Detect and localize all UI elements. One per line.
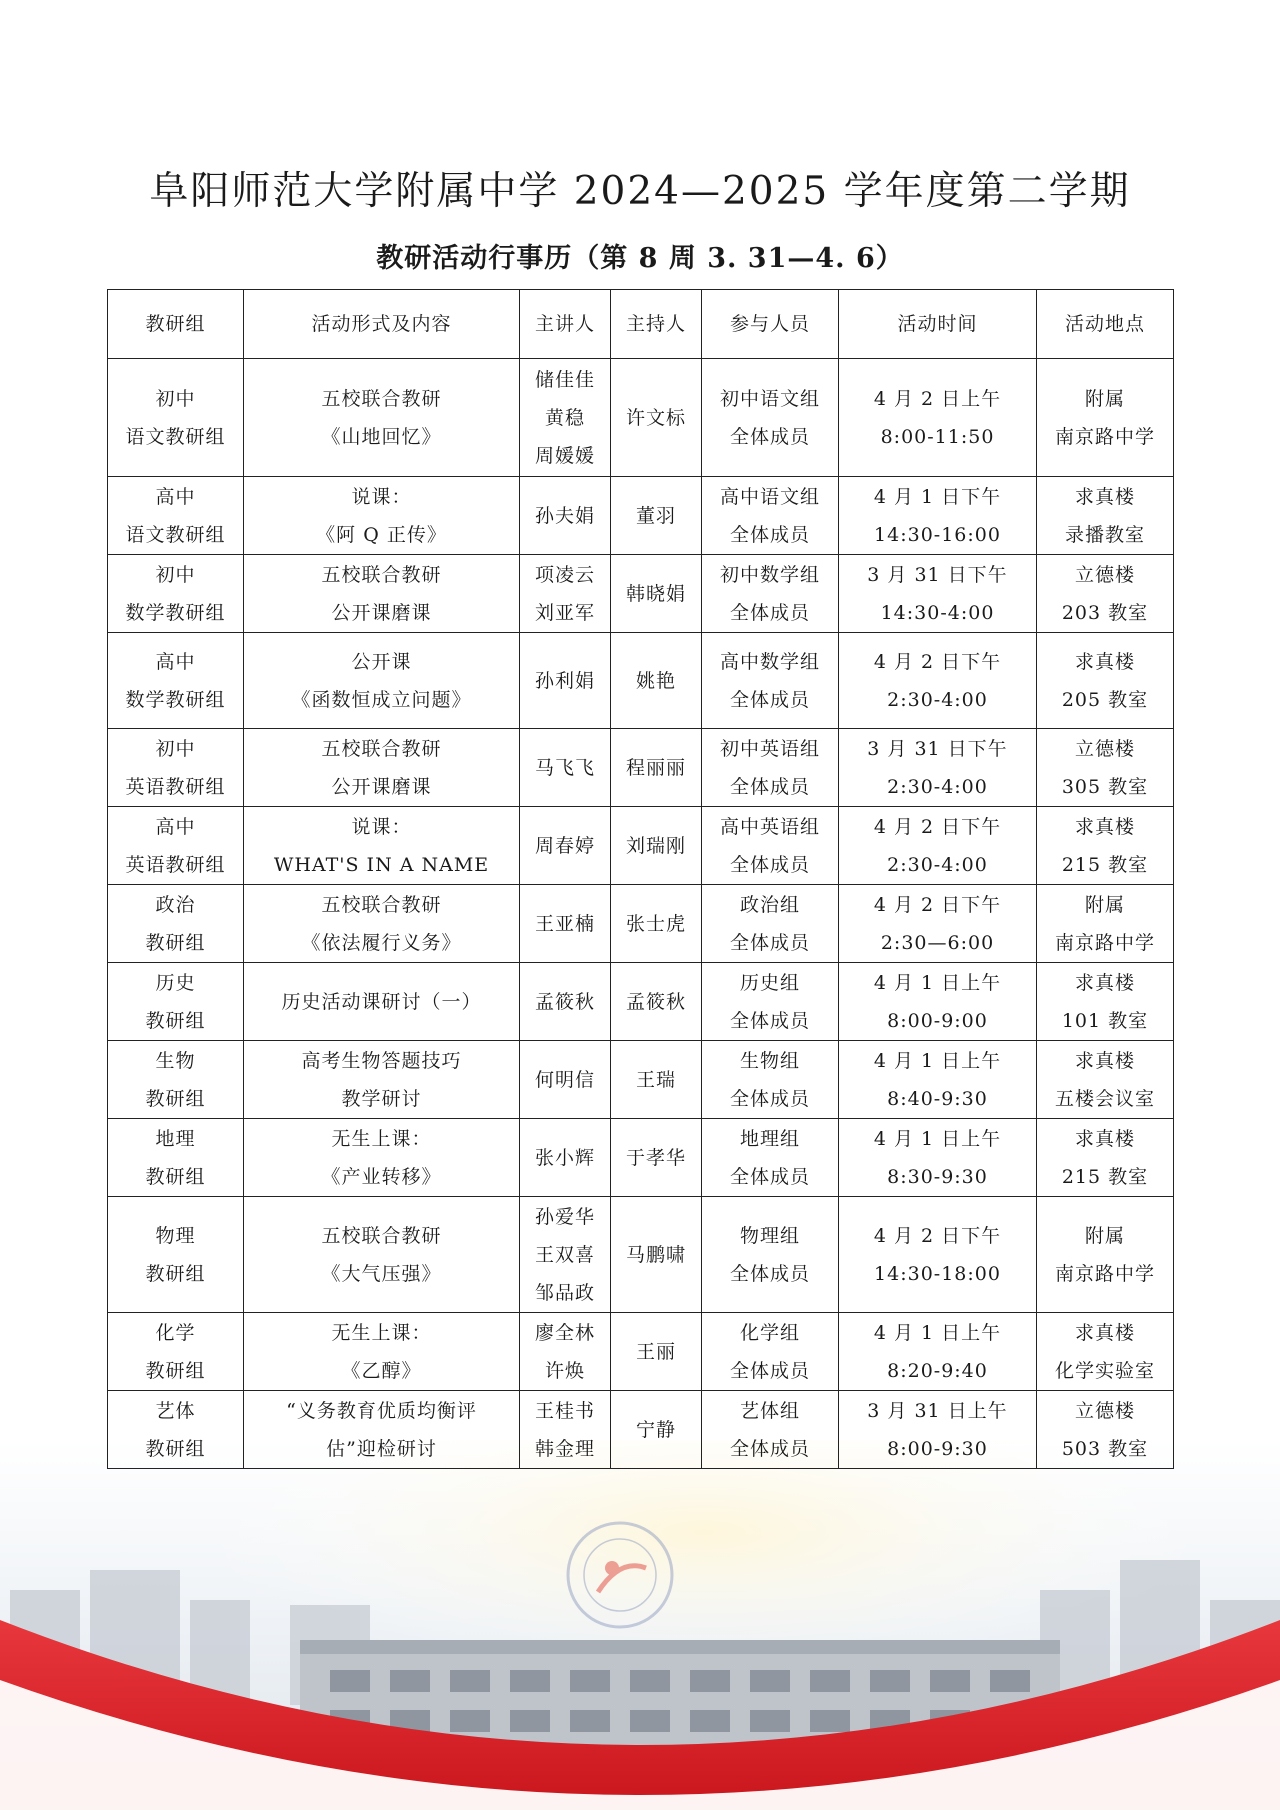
cell-host: [611, 1041, 702, 1119]
cell-content-line: 说课：: [351, 485, 412, 508]
cell-content: [244, 1119, 520, 1197]
cell-content-line: 《山地回忆》: [321, 425, 442, 448]
cell-group-line: 英语教研组: [125, 853, 226, 876]
cell-place: [1037, 1313, 1174, 1391]
cell-place-line: 南京路中学: [1054, 425, 1155, 448]
table-row: [108, 359, 1174, 477]
cell-group-line: 初中: [155, 737, 196, 760]
cell-content-line: 说课：: [351, 815, 412, 838]
cell-host: [611, 807, 702, 885]
cell-group: [108, 729, 244, 807]
cell-group-line: 教研组: [145, 931, 206, 954]
cell-participants-line: 全体成员: [729, 523, 810, 546]
cell-participants-line: 高中英语组: [719, 815, 820, 838]
cell-speaker-line: 许焕: [544, 1359, 585, 1382]
cell-content-line: 历史活动课研讨（一）: [281, 990, 482, 1013]
cell-place: [1037, 555, 1174, 633]
cell-place: [1037, 885, 1174, 963]
cell-content-line: 公开课: [351, 650, 412, 673]
cell-place-line: 立德楼: [1074, 737, 1135, 760]
cell-content-line: 五校联合教研: [321, 893, 442, 916]
cell-group: [108, 359, 244, 477]
cell-host: [611, 1119, 702, 1197]
cell-speaker-line: 项凌云: [534, 563, 595, 586]
cell-time: [839, 1041, 1037, 1119]
cell-participants-line: 全体成员: [729, 601, 810, 624]
cell-time: [839, 1197, 1037, 1313]
cell-participants-line: 历史组: [739, 971, 800, 994]
header-content: 活动形式及内容: [244, 290, 520, 359]
cell-time: [839, 807, 1037, 885]
cell-group: [108, 1119, 244, 1197]
cell-group-line: 地理: [155, 1127, 196, 1150]
cell-time-line: 8:00-9:30: [887, 1437, 988, 1460]
cell-place-line: 化学实验室: [1054, 1359, 1155, 1382]
cell-place-line: 立德楼: [1074, 1399, 1135, 1422]
cell-host-line: 王丽: [635, 1340, 676, 1363]
cell-speaker: [520, 555, 611, 633]
table-row: [108, 1119, 1174, 1197]
cell-content-line: “义务教育优质均衡评: [286, 1399, 477, 1422]
cell-speaker-line: 何明信: [534, 1068, 595, 1091]
cell-participants-line: 物理组: [739, 1224, 800, 1247]
cell-speaker: [520, 1119, 611, 1197]
cell-content: [244, 477, 520, 555]
cell-content-line: 《乙醇》: [341, 1359, 422, 1382]
cell-group-line: 语文教研组: [125, 523, 226, 546]
cell-participants-line: 政治组: [739, 893, 800, 916]
cell-group: [108, 555, 244, 633]
cell-host-line: 许文标: [625, 406, 686, 429]
cell-time-line: 4 月 1 日下午: [873, 485, 1002, 508]
cell-place: [1037, 1119, 1174, 1197]
cell-speaker: [520, 1041, 611, 1119]
cell-time-line: 2:30—6:00: [880, 931, 995, 954]
cell-speaker: [520, 885, 611, 963]
table-row: [108, 885, 1174, 963]
cell-time: [839, 555, 1037, 633]
cell-time: [839, 1313, 1037, 1391]
cell-place: [1037, 477, 1174, 555]
header-time: 活动时间: [839, 290, 1037, 359]
cell-group-line: 政治: [155, 893, 196, 916]
table-body: [108, 359, 1174, 1469]
cell-group: [108, 807, 244, 885]
cell-content-line: 估”迎检研讨: [326, 1437, 437, 1460]
cell-place: [1037, 729, 1174, 807]
cell-speaker-line: 王桂书: [534, 1399, 595, 1422]
cell-host-line: 董羽: [635, 504, 676, 527]
cell-time-line: 2:30-4:00: [887, 688, 988, 711]
cell-group: [108, 1197, 244, 1313]
cell-participants-line: 地理组: [739, 1127, 800, 1150]
cell-content-line: 《函数恒成立问题》: [291, 688, 472, 711]
cell-participants: [702, 807, 839, 885]
cell-time-line: 4 月 2 日下午: [873, 1224, 1002, 1247]
cell-content-line: 公开课磨课: [331, 601, 432, 624]
cell-host-line: 程丽丽: [625, 756, 686, 779]
cell-group: [108, 1391, 244, 1469]
cell-content: [244, 1197, 520, 1313]
cell-participants-line: 高中数学组: [719, 650, 820, 673]
cell-place-line: 215 教室: [1061, 853, 1149, 876]
table-row: [108, 1391, 1174, 1469]
cell-time-line: 4 月 1 日上午: [873, 1049, 1002, 1072]
cell-participants-line: 全体成员: [729, 1009, 810, 1032]
cell-content-line: 五校联合教研: [321, 737, 442, 760]
cell-content: [244, 1041, 520, 1119]
cell-content-line: 《依法履行义务》: [301, 931, 462, 954]
cell-group-line: 教研组: [145, 1087, 206, 1110]
cell-host-line: 姚艳: [635, 669, 676, 692]
cell-speaker-line: 孙夫娟: [534, 504, 595, 527]
cell-place-line: 附属: [1084, 1224, 1125, 1247]
cell-participants-line: 全体成员: [729, 425, 810, 448]
cell-participants-line: 全体成员: [729, 931, 810, 954]
cell-time-line: 4 月 2 日上午: [873, 387, 1002, 410]
cell-group: [108, 633, 244, 729]
cell-participants: [702, 1041, 839, 1119]
cell-host: [611, 359, 702, 477]
cell-content-line: 无生上课：: [331, 1127, 432, 1150]
cell-participants-line: 初中英语组: [719, 737, 820, 760]
cell-participants: [702, 1391, 839, 1469]
cell-group-line: 教研组: [145, 1009, 206, 1032]
cell-place-line: 求真楼: [1074, 971, 1135, 994]
cell-host-line: 于孝华: [625, 1146, 686, 1169]
cell-time-line: 4 月 2 日下午: [873, 815, 1002, 838]
table-row: [108, 963, 1174, 1041]
cell-participants: [702, 633, 839, 729]
cell-host-line: 韩晓娟: [625, 582, 686, 605]
cell-content: [244, 555, 520, 633]
table-row: [108, 633, 1174, 729]
cell-time-line: 8:30-9:30: [887, 1165, 988, 1188]
cell-group-line: 化学: [155, 1321, 196, 1344]
cell-host: [611, 1197, 702, 1313]
cell-group-line: 初中: [155, 563, 196, 586]
cell-place-line: 305 教室: [1061, 775, 1149, 798]
cell-host: [611, 885, 702, 963]
cell-participants-line: 生物组: [739, 1049, 800, 1072]
cell-place: [1037, 1041, 1174, 1119]
cell-participants-line: 全体成员: [729, 1437, 810, 1460]
cell-time: [839, 633, 1037, 729]
cell-time-line: 2:30-4:00: [887, 775, 988, 798]
cell-place-line: 求真楼: [1074, 1321, 1135, 1344]
cell-speaker-line: 黄稳: [544, 406, 585, 429]
cell-place-line: 215 教室: [1061, 1165, 1149, 1188]
cell-time-line: 3 月 31 日下午: [867, 737, 1008, 760]
cell-time: [839, 1391, 1037, 1469]
cell-place-line: 205 教室: [1061, 688, 1149, 711]
cell-host: [611, 963, 702, 1041]
cell-time-line: 8:20-9:40: [887, 1359, 988, 1382]
cell-place-line: 南京路中学: [1054, 931, 1155, 954]
cell-speaker-line: 马飞飞: [534, 756, 595, 779]
cell-place-line: 203 教室: [1061, 601, 1149, 624]
cell-group-line: 高中: [155, 650, 196, 673]
cell-speaker: [520, 1197, 611, 1313]
cell-host: [611, 1391, 702, 1469]
cell-speaker: [520, 807, 611, 885]
cell-host: [611, 555, 702, 633]
cell-host-line: 王瑞: [635, 1068, 676, 1091]
header-participants: 参与人员: [702, 290, 839, 359]
cell-participants-line: 全体成员: [729, 1262, 810, 1285]
cell-speaker: [520, 633, 611, 729]
table-row: [108, 807, 1174, 885]
cell-place-line: 101 教室: [1061, 1009, 1149, 1032]
cell-time-line: 4 月 1 日上午: [873, 971, 1002, 994]
cell-time: [839, 1119, 1037, 1197]
cell-speaker-line: 韩金理: [534, 1437, 595, 1460]
cell-content: [244, 963, 520, 1041]
cell-place-line: 五楼会议室: [1054, 1087, 1155, 1110]
schedule-table: [107, 289, 1174, 1469]
cell-speaker: [520, 1313, 611, 1391]
cell-speaker-line: 王亚楠: [534, 912, 595, 935]
cell-group: [108, 1313, 244, 1391]
cell-content: [244, 359, 520, 477]
cell-place-line: 附属: [1084, 387, 1125, 410]
cell-speaker-line: 孙爱华: [534, 1205, 595, 1228]
cell-group-line: 教研组: [145, 1262, 206, 1285]
cell-group-line: 语文教研组: [125, 425, 226, 448]
cell-content: [244, 729, 520, 807]
cell-speaker: [520, 1391, 611, 1469]
header-speaker: 主讲人: [520, 290, 611, 359]
cell-participants-line: 化学组: [739, 1321, 800, 1344]
cell-place: [1037, 359, 1174, 477]
cell-participants-line: 艺体组: [739, 1399, 800, 1422]
cell-participants: [702, 963, 839, 1041]
cell-content: [244, 1313, 520, 1391]
cell-time-line: 4 月 1 日上午: [873, 1127, 1002, 1150]
cell-group: [108, 885, 244, 963]
cell-place: [1037, 633, 1174, 729]
cell-group-line: 初中: [155, 387, 196, 410]
cell-time: [839, 963, 1037, 1041]
cell-content-line: 高考生物答题技巧: [301, 1049, 462, 1072]
cell-content-line: 《阿 Q 正传》: [316, 523, 447, 546]
cell-host: [611, 633, 702, 729]
cell-speaker-line: 孙利娟: [534, 669, 595, 692]
cell-participants-line: 全体成员: [729, 1087, 810, 1110]
cell-place: [1037, 1391, 1174, 1469]
cell-content-line: 公开课磨课: [331, 775, 432, 798]
cell-content: [244, 633, 520, 729]
cell-speaker-line: 王双喜: [534, 1243, 595, 1266]
cell-participants: [702, 1119, 839, 1197]
cell-host-line: 刘瑞刚: [625, 834, 686, 857]
cell-host-line: 宁静: [635, 1418, 676, 1441]
cell-place-line: 南京路中学: [1054, 1262, 1155, 1285]
cell-place-line: 503 教室: [1061, 1437, 1149, 1460]
header-group: 教研组: [108, 290, 244, 359]
footer-campus-illustration: [0, 1440, 1280, 1810]
cell-group-line: 生物: [155, 1049, 196, 1072]
cell-speaker-line: 张小辉: [534, 1146, 595, 1169]
cell-group-line: 教研组: [145, 1165, 206, 1188]
header-place: 活动地点: [1037, 290, 1174, 359]
cell-group: [108, 963, 244, 1041]
table-row: [108, 1197, 1174, 1313]
cell-place-line: 立德楼: [1074, 563, 1135, 586]
cell-speaker-line: 刘亚军: [534, 601, 595, 624]
cell-group-line: 历史: [155, 971, 196, 994]
cell-speaker: [520, 729, 611, 807]
cell-time-line: 14:30-16:00: [874, 523, 1001, 546]
cell-time-line: 4 月 1 日上午: [873, 1321, 1002, 1344]
cell-speaker-line: 邹品政: [534, 1281, 595, 1304]
cell-content-line: 五校联合教研: [321, 387, 442, 410]
cell-time-line: 14:30-4:00: [880, 601, 995, 624]
cell-participants-line: 高中语文组: [719, 485, 820, 508]
cell-time-line: 4 月 2 日下午: [873, 893, 1002, 916]
cell-participants-line: 全体成员: [729, 853, 810, 876]
cell-host-line: 马鹏啸: [625, 1243, 686, 1266]
cell-time-line: 14:30-18:00: [874, 1262, 1001, 1285]
cell-content-line: 五校联合教研: [321, 1224, 442, 1247]
cell-host: [611, 729, 702, 807]
cell-content-line: 《大气压强》: [321, 1262, 442, 1285]
cell-host: [611, 1313, 702, 1391]
cell-participants-line: 初中语文组: [719, 387, 820, 410]
cell-group-line: 艺体: [155, 1399, 196, 1422]
cell-group-line: 教研组: [145, 1359, 206, 1382]
cell-participants: [702, 885, 839, 963]
cell-time: [839, 477, 1037, 555]
cell-group: [108, 477, 244, 555]
document-subtitle: 教研活动行事历（第 8 周 3. 31—4. 6）: [376, 243, 904, 274]
cell-speaker-line: 周媛媛: [534, 444, 595, 467]
table-row: [108, 1041, 1174, 1119]
cell-content-line: WHAT'S IN A NAME: [273, 853, 490, 876]
cell-host-line: 孟筱秋: [625, 990, 686, 1013]
table-header-row: [108, 290, 1174, 359]
cell-content: [244, 885, 520, 963]
cell-speaker-line: 廖全林: [534, 1321, 595, 1344]
table-row: [108, 555, 1174, 633]
cell-time-line: 4 月 2 日下午: [873, 650, 1002, 673]
cell-group: [108, 1041, 244, 1119]
cell-speaker: [520, 359, 611, 477]
cell-host: [611, 477, 702, 555]
cell-place: [1037, 1197, 1174, 1313]
cell-group-line: 教研组: [145, 1437, 206, 1460]
cell-content-line: 无生上课：: [331, 1321, 432, 1344]
cell-participants-line: 全体成员: [729, 688, 810, 711]
cell-content-line: 教学研讨: [341, 1087, 422, 1110]
cell-place-line: 录播教室: [1064, 523, 1145, 546]
cell-place: [1037, 807, 1174, 885]
cell-speaker-line: 周春婷: [534, 834, 595, 857]
cell-content: [244, 807, 520, 885]
cell-time-line: 3 月 31 日上午: [867, 1399, 1008, 1422]
cell-group-line: 物理: [155, 1224, 196, 1247]
cell-place-line: 附属: [1084, 893, 1125, 916]
cell-content-line: 五校联合教研: [321, 563, 442, 586]
cell-place-line: 求真楼: [1074, 485, 1135, 508]
cell-place-line: 求真楼: [1074, 1049, 1135, 1072]
cell-time: [839, 885, 1037, 963]
cell-participants: [702, 1197, 839, 1313]
cell-participants: [702, 1313, 839, 1391]
cell-speaker-line: 储佳佳: [534, 368, 595, 391]
cell-place: [1037, 963, 1174, 1041]
cell-time-line: 3 月 31 日下午: [867, 563, 1008, 586]
cell-group-line: 高中: [155, 485, 196, 508]
cell-participants: [702, 477, 839, 555]
document-title: 阜阳师范大学附属中学 2024—2025 学年度第二学期: [149, 169, 1131, 214]
cell-time-line: 8:40-9:30: [887, 1087, 988, 1110]
cell-speaker: [520, 477, 611, 555]
cell-time-line: 8:00-11:50: [880, 425, 995, 448]
table-row: [108, 729, 1174, 807]
cell-speaker: [520, 963, 611, 1041]
cell-place-line: 求真楼: [1074, 815, 1135, 838]
cell-participants-line: 全体成员: [729, 1359, 810, 1382]
cell-participants-line: 全体成员: [729, 1165, 810, 1188]
cell-group-line: 数学教研组: [125, 601, 226, 624]
cell-host-line: 张士虎: [625, 912, 686, 935]
cell-group-line: 高中: [155, 815, 196, 838]
cell-participants: [702, 359, 839, 477]
cell-time-line: 2:30-4:00: [887, 853, 988, 876]
cell-content: [244, 1391, 520, 1469]
cell-participants: [702, 555, 839, 633]
cell-time: [839, 359, 1037, 477]
cell-content-line: 《产业转移》: [321, 1165, 442, 1188]
cell-group-line: 英语教研组: [125, 775, 226, 798]
table-row: [108, 477, 1174, 555]
cell-place-line: 求真楼: [1074, 1127, 1135, 1150]
cell-participants-line: 初中数学组: [719, 563, 820, 586]
cell-speaker-line: 孟筱秋: [534, 990, 595, 1013]
cell-group-line: 数学教研组: [125, 688, 226, 711]
cell-place-line: 求真楼: [1074, 650, 1135, 673]
cell-participants: [702, 729, 839, 807]
table-row: [108, 1313, 1174, 1391]
cell-time-line: 8:00-9:00: [887, 1009, 988, 1032]
cell-participants-line: 全体成员: [729, 775, 810, 798]
cell-time: [839, 729, 1037, 807]
header-host: 主持人: [611, 290, 702, 359]
